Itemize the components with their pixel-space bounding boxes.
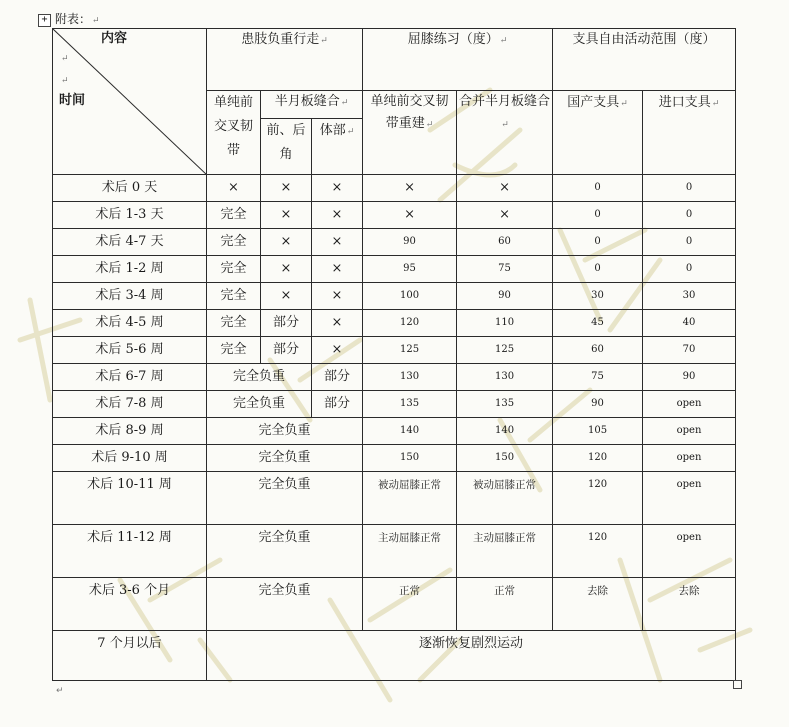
table-row <box>53 578 736 631</box>
cell-flex-acl: 正常 <box>363 578 457 631</box>
cell-time: 术后 11-12 周 <box>53 525 207 578</box>
cell-flex-meniscus: 150 <box>457 445 553 472</box>
cell-horn: × <box>261 175 312 202</box>
cell-time: 术后 6-7 周 <box>53 364 207 391</box>
header-front-back-horn: 前、后角 <box>261 119 312 175</box>
cell-time: 术后 7-8 周 <box>53 391 207 418</box>
cell-brace-imported: open <box>643 418 736 445</box>
cell-brace-imported: open <box>643 391 736 418</box>
paragraph-mark-icon: ↵ <box>56 686 64 696</box>
cell-horn: × <box>261 256 312 283</box>
cell-flex-acl: 主动屈膝正常 <box>363 525 457 578</box>
cell-acl-horn: 完全负重 <box>207 391 312 418</box>
cell-acl: 完全 <box>207 202 261 229</box>
cell-horn: × <box>261 283 312 310</box>
cell-time: 术后 3-4 周 <box>53 283 207 310</box>
table-move-handle-icon[interactable]: + <box>38 14 51 27</box>
cell-time: 术后 0 天 <box>53 175 207 202</box>
cell-acl: 完全 <box>207 229 261 256</box>
cell-brace-imported: open <box>643 472 736 525</box>
cell-body: × <box>312 202 363 229</box>
cell-weight: 完全负重 <box>207 472 363 525</box>
cell-brace-domestic: 120 <box>553 445 643 472</box>
cell-flex-acl: × <box>363 202 457 229</box>
cell-brace-imported: 0 <box>643 202 736 229</box>
cell-flex-meniscus: 正常 <box>457 578 553 631</box>
table-row <box>53 631 736 681</box>
header-acl-only: 单纯前交叉韧带 <box>207 91 261 175</box>
cell-brace-domestic: 105 <box>553 418 643 445</box>
cell-brace-domestic: 去除 <box>553 578 643 631</box>
cell-flex-meniscus: 135 <box>457 391 553 418</box>
header-weight-bearing: 患肢负重行走↵ <box>207 29 363 91</box>
table-row <box>53 337 736 364</box>
cell-time: 术后 1-2 周 <box>53 256 207 283</box>
table-row <box>53 391 736 418</box>
cell-brace-domestic: 120 <box>553 525 643 578</box>
table-row <box>53 229 736 256</box>
cell-flex-meniscus: 125 <box>457 337 553 364</box>
cell-brace-imported: 0 <box>643 256 736 283</box>
cell-flex-acl: 100 <box>363 283 457 310</box>
cell-flex-acl: 140 <box>363 418 457 445</box>
cell-flex-meniscus: 140 <box>457 418 553 445</box>
cell-flex-meniscus: 75 <box>457 256 553 283</box>
cell-brace-imported: open <box>643 525 736 578</box>
cell-brace-imported: 0 <box>643 175 736 202</box>
cell-brace-imported: 0 <box>643 229 736 256</box>
header-brace-range: 支具自由活动范围（度） <box>553 29 736 91</box>
cell-time: 术后 1-3 天 <box>53 202 207 229</box>
cell-flex-acl: × <box>363 175 457 202</box>
cell-body: × <box>312 175 363 202</box>
cell-brace-domestic: 0 <box>553 202 643 229</box>
cell-flex-acl: 150 <box>363 445 457 472</box>
cell-brace-domestic: 0 <box>553 175 643 202</box>
cell-acl-horn: 完全负重 <box>207 364 312 391</box>
cell-time: 术后 4-7 天 <box>53 229 207 256</box>
rehab-schedule-table <box>52 28 736 681</box>
cell-weight: 完全负重 <box>207 445 363 472</box>
cell-flex-meniscus: 主动屈膝正常 <box>457 525 553 578</box>
diagonal-header-cell: 内容 ↵ ↵ 时间 <box>53 29 207 175</box>
cell-horn: × <box>261 202 312 229</box>
cell-body: 部分 <box>312 364 363 391</box>
cell-time: 术后 4-5 周 <box>53 310 207 337</box>
cell-flex-meniscus: 110 <box>457 310 553 337</box>
cell-flex-meniscus: 60 <box>457 229 553 256</box>
cell-flex-acl: 120 <box>363 310 457 337</box>
cell-brace-domestic: 60 <box>553 337 643 364</box>
cell-all: 逐渐恢复剧烈运动 <box>207 631 736 681</box>
cell-flex-meniscus: 被动屈膝正常 <box>457 472 553 525</box>
cell-horn: 部分 <box>261 337 312 364</box>
cell-flex-acl: 被动屈膝正常 <box>363 472 457 525</box>
cell-acl: 完全 <box>207 283 261 310</box>
cell-horn: × <box>261 229 312 256</box>
cell-weight: 完全负重 <box>207 418 363 445</box>
table-row <box>53 472 736 525</box>
cell-time: 7 个月以后 <box>53 631 207 681</box>
cell-body: × <box>312 310 363 337</box>
cell-body: × <box>312 229 363 256</box>
cell-brace-imported: 90 <box>643 364 736 391</box>
cell-flex-meniscus: × <box>457 202 553 229</box>
cell-acl: 完全 <box>207 256 261 283</box>
cell-flex-meniscus: × <box>457 175 553 202</box>
cell-body: × <box>312 283 363 310</box>
table-row <box>53 445 736 472</box>
header-knee-flexion: 屈膝练习（度）↵ <box>363 29 553 91</box>
table-row <box>53 283 736 310</box>
header-content: 内容 <box>101 31 128 46</box>
cell-body: × <box>312 256 363 283</box>
cell-flex-acl: 125 <box>363 337 457 364</box>
cell-time: 术后 3-6 个月 <box>53 578 207 631</box>
table-row <box>53 310 736 337</box>
cell-body: 部分 <box>312 391 363 418</box>
header-with-meniscus: 合并半月板缝合↵ <box>457 91 553 175</box>
cell-brace-domestic: 120 <box>553 472 643 525</box>
cell-weight: 完全负重 <box>207 525 363 578</box>
header-meniscus-suture: 半月板缝合↵ <box>261 91 363 119</box>
cell-time: 术后 9-10 周 <box>53 445 207 472</box>
cell-acl: 完全 <box>207 337 261 364</box>
table-caption: 附表：↵ <box>55 12 100 26</box>
table-row <box>53 364 736 391</box>
table-row <box>53 175 736 202</box>
header-acl-recon: 单纯前交叉韧带重建↵ <box>363 91 457 175</box>
cell-time: 术后 5-6 周 <box>53 337 207 364</box>
cell-weight: 完全负重 <box>207 578 363 631</box>
cell-time: 术后 10-11 周 <box>53 472 207 525</box>
header-imported-brace: 进口支具↵ <box>643 91 736 175</box>
cell-flex-meniscus: 90 <box>457 283 553 310</box>
cell-brace-domestic: 45 <box>553 310 643 337</box>
cell-flex-acl: 135 <box>363 391 457 418</box>
table-row <box>53 202 736 229</box>
cell-acl: × <box>207 175 261 202</box>
cell-brace-domestic: 90 <box>553 391 643 418</box>
table-row <box>53 418 736 445</box>
cell-flex-meniscus: 130 <box>457 364 553 391</box>
header-domestic-brace: 国产支具↵ <box>553 91 643 175</box>
cell-brace-domestic: 0 <box>553 256 643 283</box>
cell-brace-imported: open <box>643 445 736 472</box>
table-row <box>53 256 736 283</box>
cell-brace-domestic: 0 <box>553 229 643 256</box>
cell-brace-imported: 70 <box>643 337 736 364</box>
table-resize-handle-icon[interactable] <box>733 680 742 689</box>
cell-horn: 部分 <box>261 310 312 337</box>
table-row <box>53 525 736 578</box>
header-time: 时间 <box>59 93 86 108</box>
cell-brace-imported: 40 <box>643 310 736 337</box>
header-body: 体部↵ <box>312 119 363 175</box>
cell-flex-acl: 95 <box>363 256 457 283</box>
cell-flex-acl: 90 <box>363 229 457 256</box>
cell-flex-acl: 130 <box>363 364 457 391</box>
cell-acl: 完全 <box>207 310 261 337</box>
cell-time: 术后 8-9 周 <box>53 418 207 445</box>
cell-brace-domestic: 30 <box>553 283 643 310</box>
cell-brace-domestic: 75 <box>553 364 643 391</box>
cell-body: × <box>312 337 363 364</box>
cell-brace-imported: 30 <box>643 283 736 310</box>
cell-brace-imported: 去除 <box>643 578 736 631</box>
